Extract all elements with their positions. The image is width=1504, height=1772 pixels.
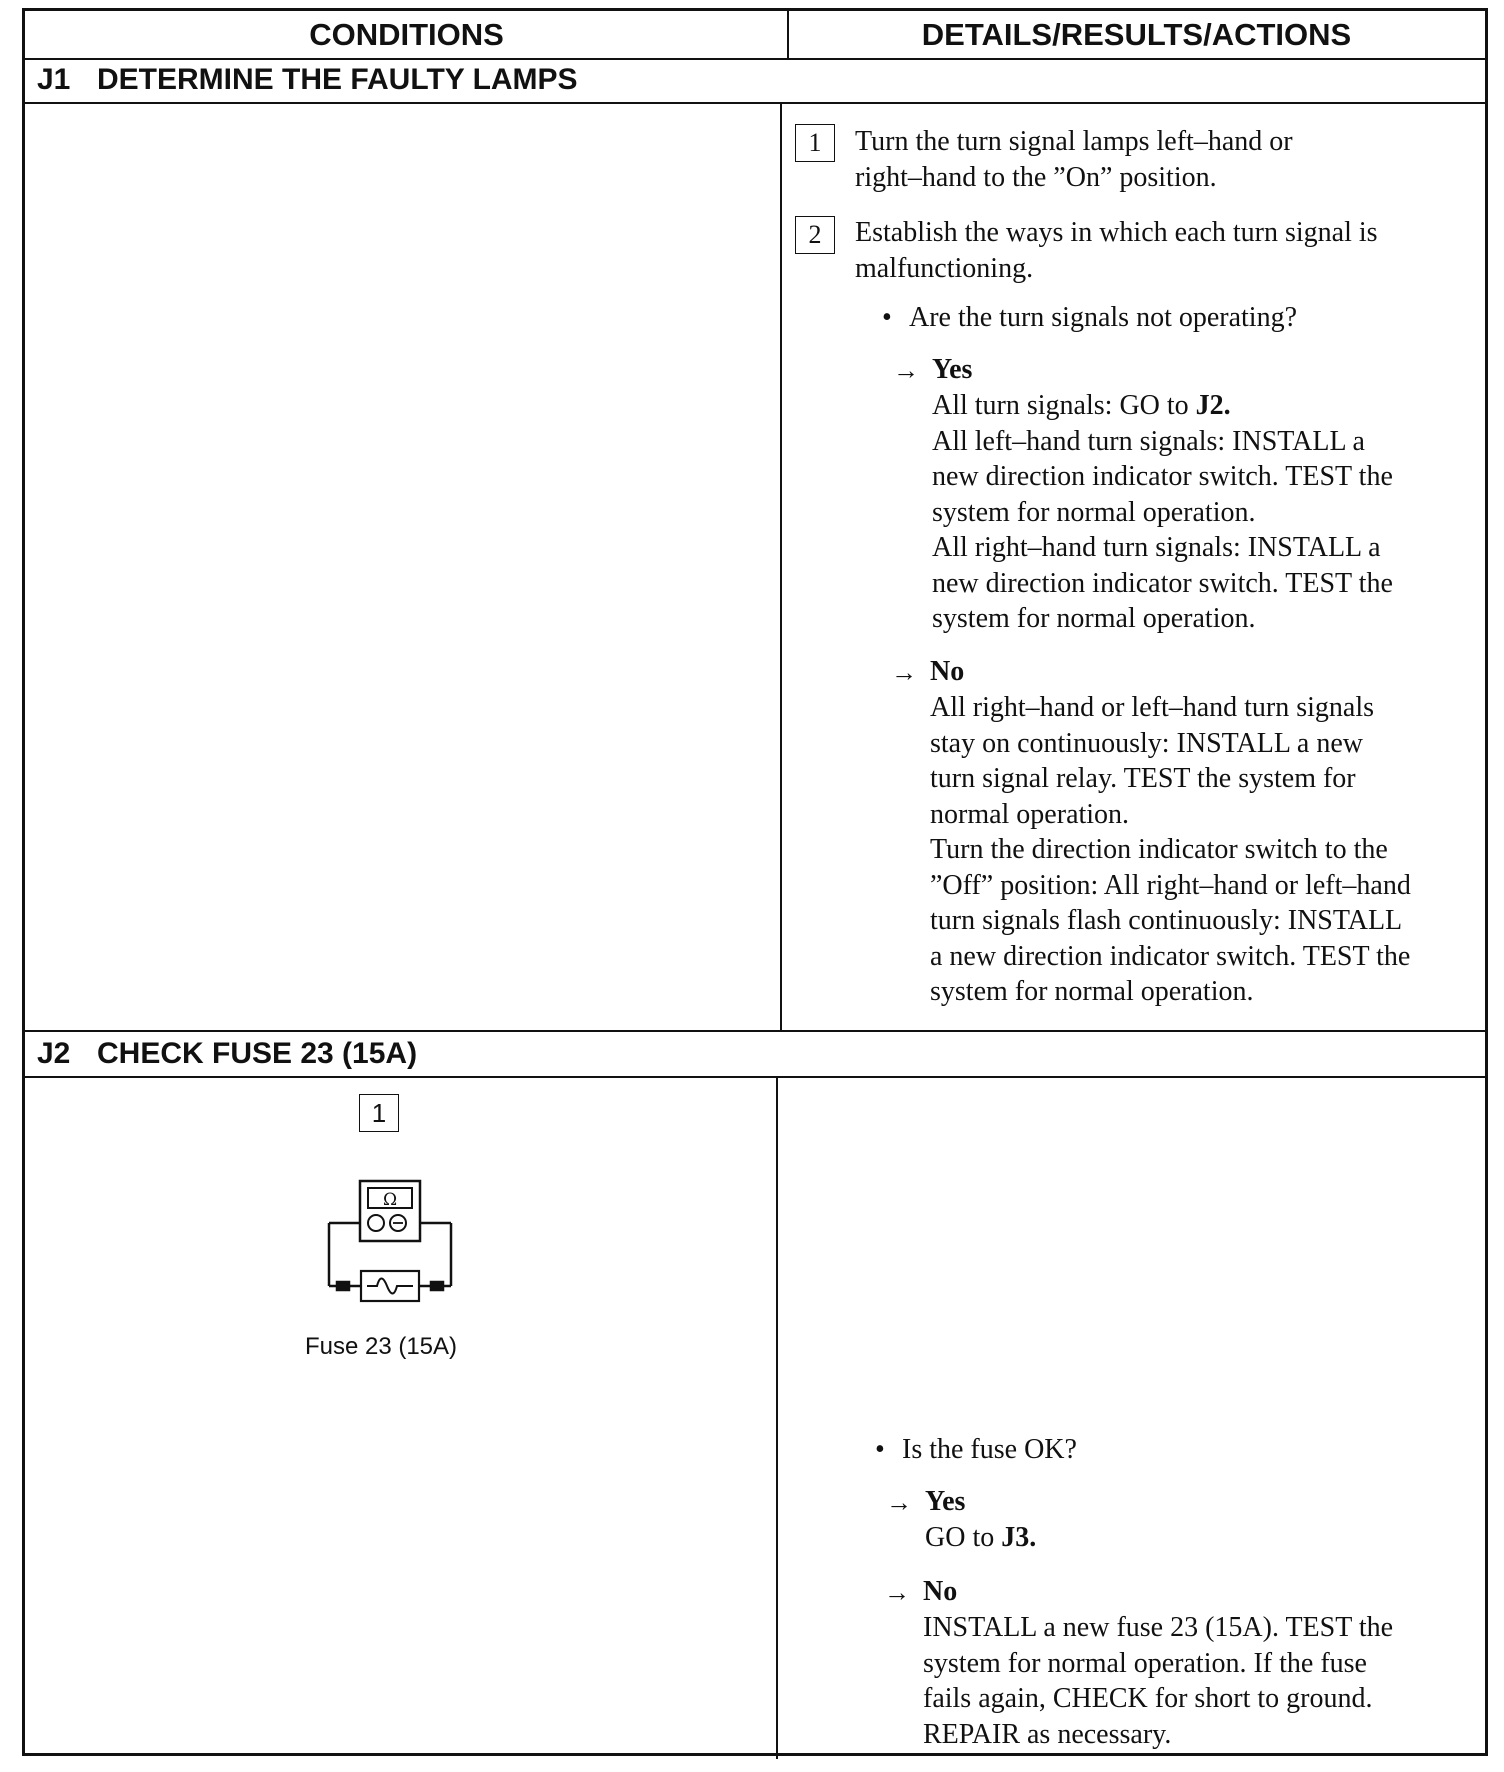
no-line: REPAIR as necessary. (923, 1718, 1172, 1750)
no-result-text (923, 1610, 1393, 1752)
yes-result-text (932, 388, 1393, 637)
section-title-j2 (25, 1032, 1485, 1078)
question-text: Are the turn signals not operating? (909, 302, 1298, 333)
header-divider (787, 11, 789, 58)
yes-line: system for normal operation. (932, 603, 1256, 634)
arrow-icon: → (884, 1578, 910, 1607)
step-line: malfunctioning. (855, 252, 1034, 284)
step-number-box: 2 (795, 216, 835, 254)
arrow-icon: → (893, 356, 919, 385)
ohm-symbol: Ω (382, 1190, 398, 1210)
arrow-icon: → (886, 1488, 912, 1517)
yes-line: All right–hand turn signals: INSTALL a (932, 532, 1381, 563)
section-heading-j2: CHECK FUSE 23 (15A) (97, 1037, 418, 1070)
no-line: turn signals flash continuously: INSTALL (930, 905, 1403, 936)
yes-line: new direction indicator switch. TEST the (932, 567, 1393, 599)
no-line: ”Off” position: All right–hand or left–hand (930, 869, 1411, 901)
no-line: fails again, CHECK for short to ground. (923, 1683, 1373, 1714)
no-line: turn signal relay. TEST the system for (930, 763, 1356, 794)
question-text: Is the fuse OK? (902, 1434, 1077, 1465)
no-line: All right–hand or left–hand turn signals (930, 692, 1375, 723)
yes-line: system for normal operation. (932, 496, 1256, 528)
ohmmeter-fuse-diagram (325, 1179, 465, 1309)
diagnostic-table (22, 8, 1488, 1756)
yes-result-text: GO to J3. (925, 1522, 1037, 1553)
reference-link: J3. (1001, 1522, 1037, 1553)
answer-no-label: No (923, 1576, 958, 1607)
table-header-row (25, 11, 1485, 60)
conditions-header: CONDITIONS (309, 16, 504, 52)
bullet-icon: • (882, 302, 892, 333)
answer-yes-label: Yes (925, 1486, 966, 1517)
answer-yes-label: Yes (932, 354, 973, 385)
no-line: a new direction indicator switch. TEST the (930, 940, 1411, 972)
answer-no-label: No (930, 656, 965, 687)
section-code-j1: J1 (37, 63, 71, 96)
step-text (855, 124, 1293, 195)
reference-link: J2. (1195, 390, 1231, 421)
j2-column-divider (776, 1078, 778, 1759)
step-line: right–hand to the ”On” position. (855, 161, 1217, 193)
no-line: system for normal operation. (930, 976, 1254, 1007)
fuse-icon (337, 1271, 443, 1301)
no-line: stay on continuously: INSTALL a new (930, 727, 1363, 759)
step-text (855, 215, 1378, 286)
no-result-text (930, 690, 1411, 1010)
no-line: normal operation. (930, 798, 1130, 830)
section-heading-j1: DETERMINE THE FAULTY LAMPS (97, 63, 578, 96)
step-line: Establish the ways in which each turn signal is (855, 217, 1378, 248)
step-number-box: 1 (359, 1094, 399, 1132)
arrow-icon: → (891, 658, 917, 687)
details-header: DETAILS/RESULTS/ACTIONS (921, 16, 1352, 52)
section-code-j2: J2 (37, 1037, 71, 1070)
j1-column-divider (780, 104, 782, 1032)
no-line: system for normal operation. If the fuse (923, 1647, 1367, 1679)
step-number-box: 1 (795, 124, 835, 162)
section-title-j1 (25, 58, 1485, 104)
yes-line: All left–hand turn signals: INSTALL a (932, 425, 1365, 457)
no-line: Turn the direction indicator switch to the (930, 834, 1388, 865)
fuse-caption: Fuse 23 (15A) (304, 1333, 458, 1360)
yes-line: new direction indicator switch. TEST the (932, 461, 1393, 492)
no-line: INSTALL a new fuse 23 (15A). TEST the (923, 1612, 1394, 1643)
step-line: Turn the turn signal lamps left–hand or (855, 126, 1293, 157)
yes-line: All turn signals: GO to J2. (932, 390, 1231, 421)
bullet-icon: • (875, 1434, 885, 1465)
